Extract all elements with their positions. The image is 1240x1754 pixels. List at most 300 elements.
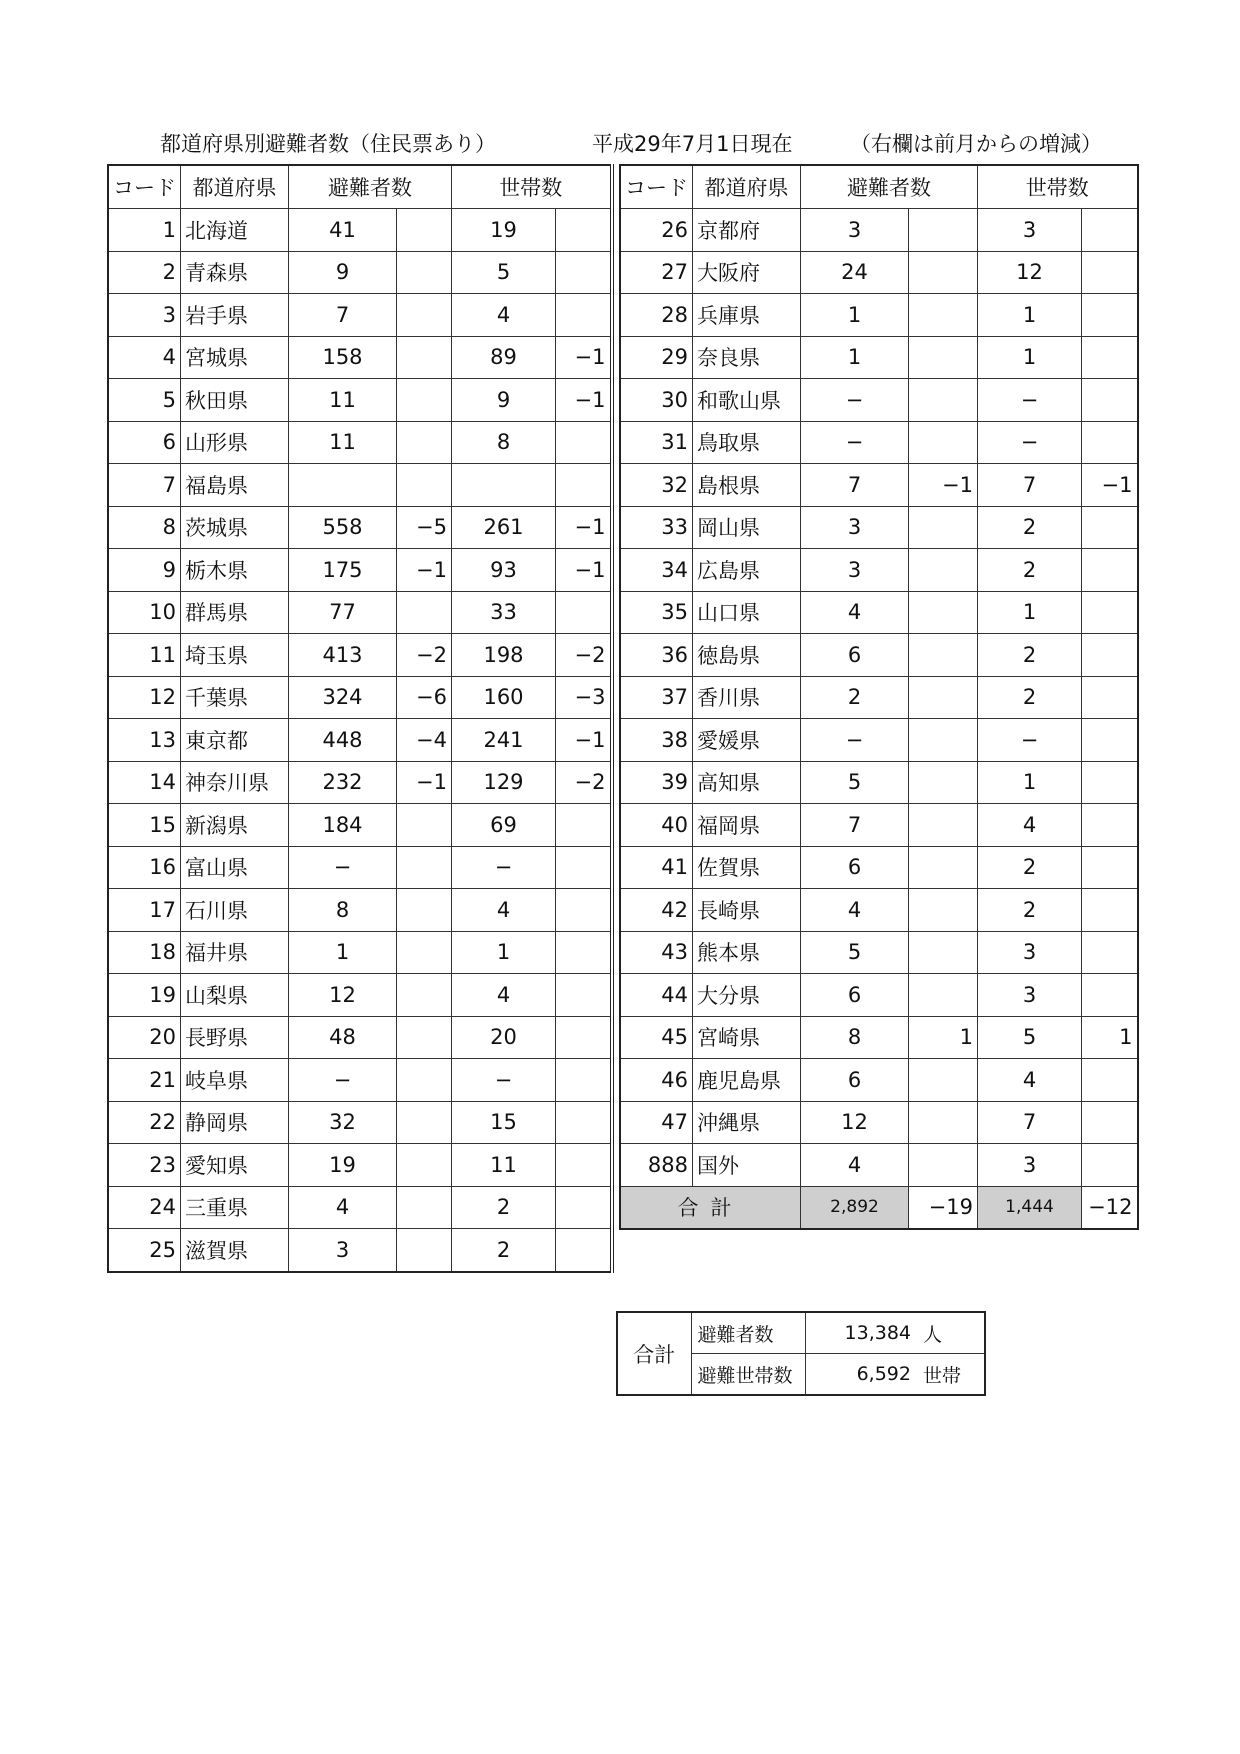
row-prefecture: 滋賀県 (181, 1229, 289, 1272)
row-code: 27 (620, 251, 693, 294)
row-households: 5 (452, 251, 556, 294)
row-prefecture: 埼玉県 (181, 634, 289, 677)
row-households (452, 464, 556, 507)
row-prefecture: 青森県 (181, 251, 289, 294)
row-households-change: −2 (556, 634, 612, 677)
table-title: 都道府県別避難者数（住民票あり） (160, 132, 496, 156)
row-households-change (556, 421, 612, 464)
row-households-change: −1 (556, 506, 612, 549)
row-evacuees: 3 (801, 209, 909, 252)
row-evacuees-change (909, 676, 978, 719)
table-row (620, 1059, 1138, 1102)
row-households: 15 (452, 1101, 556, 1144)
row-households-change (556, 209, 612, 252)
table-row (620, 591, 1138, 634)
row-prefecture: 長崎県 (693, 889, 801, 932)
row-households: 8 (452, 421, 556, 464)
row-code: 16 (108, 846, 181, 889)
row-households: 4 (452, 294, 556, 337)
row-evacuees-change (397, 1059, 452, 1102)
row-prefecture: 栃木県 (181, 549, 289, 592)
row-code: 25 (108, 1229, 181, 1272)
row-evacuees: 48 (289, 1016, 397, 1059)
row-households: 2 (978, 506, 1082, 549)
table-row (620, 1144, 1138, 1187)
table-row (620, 719, 1138, 762)
table-row (108, 889, 612, 932)
row-households: 2 (978, 676, 1082, 719)
row-evacuees-change: −5 (397, 506, 452, 549)
row-households-change (1082, 421, 1138, 464)
grand-total-summary (616, 1311, 986, 1396)
row-households-change (1082, 931, 1138, 974)
row-evacuees: 5 (801, 761, 909, 804)
row-households-change (556, 1101, 612, 1144)
row-evacuees-change: −1 (909, 464, 978, 507)
row-households: 20 (452, 1016, 556, 1059)
row-households: − (978, 379, 1082, 422)
row-households: − (452, 1059, 556, 1102)
row-households-change (1082, 719, 1138, 762)
row-evacuees: 2 (801, 676, 909, 719)
row-households-change (1082, 379, 1138, 422)
summary-households-label: 避難世帯数 (691, 1354, 805, 1396)
total-label: 合計 (620, 1186, 801, 1229)
row-households-change (1082, 294, 1138, 337)
row-evacuees: 1 (289, 931, 397, 974)
summary-evacuees-label: 避難者数 (691, 1312, 805, 1354)
row-prefecture: 佐賀県 (693, 846, 801, 889)
row-code: 40 (620, 804, 693, 847)
row-evacuees-change (397, 1016, 452, 1059)
row-households-change: −1 (556, 549, 612, 592)
row-households-change (556, 846, 612, 889)
row-code: 21 (108, 1059, 181, 1102)
row-evacuees-change (909, 719, 978, 762)
row-evacuees-change (397, 209, 452, 252)
summary-evacuees-value: 13,384 (805, 1312, 917, 1354)
row-evacuees-change: −6 (397, 676, 452, 719)
row-households-change: −2 (556, 761, 612, 804)
row-evacuees-change (397, 1144, 452, 1187)
row-code: 31 (620, 421, 693, 464)
row-prefecture: 北海道 (181, 209, 289, 252)
row-evacuees: 7 (289, 294, 397, 337)
table-row (108, 1016, 612, 1059)
row-code: 32 (620, 464, 693, 507)
row-code: 15 (108, 804, 181, 847)
header-prefecture: 都道府県 (693, 165, 801, 209)
row-code: 42 (620, 889, 693, 932)
row-code: 17 (108, 889, 181, 932)
row-evacuees-change (909, 591, 978, 634)
row-households-change (1082, 676, 1138, 719)
row-evacuees-change (909, 506, 978, 549)
table-row (620, 209, 1138, 252)
row-evacuees-change (397, 379, 452, 422)
row-prefecture: 新潟県 (181, 804, 289, 847)
row-evacuees-change (397, 251, 452, 294)
table-row (108, 549, 612, 592)
row-evacuees-change (397, 294, 452, 337)
row-evacuees: 11 (289, 379, 397, 422)
row-households-change (1082, 1144, 1138, 1187)
row-households-change (556, 294, 612, 337)
table-row (620, 889, 1138, 932)
row-households-change (556, 464, 612, 507)
row-code: 43 (620, 931, 693, 974)
row-evacuees: 558 (289, 506, 397, 549)
row-prefecture: 岐阜県 (181, 1059, 289, 1102)
row-households: 4 (978, 1059, 1082, 1102)
row-prefecture: 兵庫県 (693, 294, 801, 337)
row-prefecture: 愛媛県 (693, 719, 801, 762)
row-code: 41 (620, 846, 693, 889)
row-evacuees: 413 (289, 634, 397, 677)
row-prefecture: 和歌山県 (693, 379, 801, 422)
table-row (108, 634, 612, 677)
row-households: − (978, 421, 1082, 464)
row-households-change: −1 (556, 336, 612, 379)
row-households: 12 (978, 251, 1082, 294)
row-prefecture: 三重県 (181, 1186, 289, 1229)
row-households-change (1082, 506, 1138, 549)
as-of-date: 平成29年7月1日現在 (592, 132, 793, 156)
table-row (620, 506, 1138, 549)
row-code: 1 (108, 209, 181, 252)
table-row (108, 294, 612, 337)
row-evacuees-change: −2 (397, 634, 452, 677)
table-row (620, 294, 1138, 337)
total-households: 1,444 (978, 1186, 1082, 1229)
row-households: 1 (452, 931, 556, 974)
row-evacuees: 4 (801, 591, 909, 634)
row-households: 9 (452, 379, 556, 422)
row-prefecture: 大分県 (693, 974, 801, 1017)
row-households: 33 (452, 591, 556, 634)
row-evacuees: 6 (801, 846, 909, 889)
row-evacuees-change (397, 421, 452, 464)
row-evacuees: 448 (289, 719, 397, 762)
header-prefecture: 都道府県 (181, 165, 289, 209)
row-prefecture: 宮城県 (181, 336, 289, 379)
row-households-change (1082, 591, 1138, 634)
row-prefecture: 高知県 (693, 761, 801, 804)
table-row (108, 1229, 612, 1272)
table-row (620, 464, 1138, 507)
row-evacuees-change: −1 (397, 549, 452, 592)
row-households: 2 (978, 889, 1082, 932)
row-evacuees-change (397, 846, 452, 889)
table-row (108, 379, 612, 422)
row-households: − (978, 719, 1082, 762)
prefecture-table-right (619, 164, 1139, 1230)
row-evacuees: − (289, 1059, 397, 1102)
row-households-change (1082, 761, 1138, 804)
row-code: 12 (108, 676, 181, 719)
table-row (108, 209, 612, 252)
row-households: 69 (452, 804, 556, 847)
row-prefecture: 群馬県 (181, 591, 289, 634)
row-evacuees: 6 (801, 974, 909, 1017)
total-row (620, 1186, 1138, 1229)
row-households: 5 (978, 1016, 1082, 1059)
row-evacuees-change: −4 (397, 719, 452, 762)
row-prefecture: 山梨県 (181, 974, 289, 1017)
row-households-change (556, 1059, 612, 1102)
row-code: 26 (620, 209, 693, 252)
table-row (620, 1016, 1138, 1059)
row-prefecture: 福岡県 (693, 804, 801, 847)
row-code: 23 (108, 1144, 181, 1187)
row-prefecture: 東京都 (181, 719, 289, 762)
row-households-change: −1 (556, 379, 612, 422)
row-evacuees-change (909, 761, 978, 804)
table-row (108, 761, 612, 804)
row-households: 4 (452, 889, 556, 932)
row-prefecture: 宮崎県 (693, 1016, 801, 1059)
row-code: 3 (108, 294, 181, 337)
row-code: 44 (620, 974, 693, 1017)
row-evacuees: 1 (801, 294, 909, 337)
row-households: 241 (452, 719, 556, 762)
row-households: 160 (452, 676, 556, 719)
summary-households-value: 6,592 (805, 1354, 917, 1396)
row-code: 30 (620, 379, 693, 422)
row-households: 129 (452, 761, 556, 804)
row-evacuees: − (801, 719, 909, 762)
header-code: コード (620, 165, 693, 209)
row-evacuees-change (909, 294, 978, 337)
row-prefecture: 長野県 (181, 1016, 289, 1059)
row-evacuees-change (909, 804, 978, 847)
total-households-change: −12 (1082, 1186, 1138, 1229)
row-evacuees: 7 (801, 464, 909, 507)
row-code: 10 (108, 591, 181, 634)
row-households: 4 (452, 974, 556, 1017)
row-households-change (556, 931, 612, 974)
row-households: 1 (978, 294, 1082, 337)
row-prefecture: 島根県 (693, 464, 801, 507)
header-evacuees: 避難者数 (801, 165, 978, 209)
row-households-change: 1 (1082, 1016, 1138, 1059)
row-households: 19 (452, 209, 556, 252)
row-code: 19 (108, 974, 181, 1017)
row-households-change (556, 1186, 612, 1229)
row-households-change (556, 804, 612, 847)
row-prefecture: 神奈川県 (181, 761, 289, 804)
row-households-change (556, 1229, 612, 1272)
table-row (108, 1144, 612, 1187)
table-row (108, 676, 612, 719)
row-households-change (1082, 336, 1138, 379)
row-households-change: −1 (1082, 464, 1138, 507)
row-prefecture: 大阪府 (693, 251, 801, 294)
row-evacuees-change (909, 931, 978, 974)
row-evacuees: 324 (289, 676, 397, 719)
table-row (620, 379, 1138, 422)
row-evacuees-change (909, 336, 978, 379)
row-prefecture: 岡山県 (693, 506, 801, 549)
row-evacuees-change (909, 974, 978, 1017)
row-code: 2 (108, 251, 181, 294)
row-code: 45 (620, 1016, 693, 1059)
row-households: 3 (978, 209, 1082, 252)
row-code: 35 (620, 591, 693, 634)
row-code: 13 (108, 719, 181, 762)
row-evacuees-change (909, 889, 978, 932)
row-code: 46 (620, 1059, 693, 1102)
row-code: 6 (108, 421, 181, 464)
row-households: 2 (452, 1186, 556, 1229)
row-evacuees-change (909, 379, 978, 422)
row-households-change (1082, 634, 1138, 677)
row-evacuees: 3 (289, 1229, 397, 1272)
row-households: 89 (452, 336, 556, 379)
row-code: 28 (620, 294, 693, 337)
row-prefecture: 石川県 (181, 889, 289, 932)
table-row (620, 804, 1138, 847)
row-households: 7 (978, 464, 1082, 507)
row-code: 34 (620, 549, 693, 592)
row-households: 1 (978, 591, 1082, 634)
column-note: （右欄は前月からの増減） (850, 132, 1102, 156)
row-households: 2 (978, 634, 1082, 677)
row-evacuees-change (397, 1186, 452, 1229)
row-code: 18 (108, 931, 181, 974)
row-evacuees-change (909, 549, 978, 592)
table-header-row (108, 165, 612, 209)
row-prefecture: 鹿児島県 (693, 1059, 801, 1102)
table-row (620, 421, 1138, 464)
row-households-change (1082, 846, 1138, 889)
row-households-change (1082, 549, 1138, 592)
row-evacuees: 19 (289, 1144, 397, 1187)
row-code: 47 (620, 1101, 693, 1144)
row-code: 888 (620, 1144, 693, 1187)
row-evacuees: 24 (801, 251, 909, 294)
row-evacuees: 4 (801, 1144, 909, 1187)
row-evacuees: 8 (289, 889, 397, 932)
table-row (620, 336, 1138, 379)
row-evacuees-change (909, 846, 978, 889)
row-evacuees (289, 464, 397, 507)
row-evacuees: 12 (801, 1101, 909, 1144)
row-code: 22 (108, 1101, 181, 1144)
row-evacuees: 6 (801, 634, 909, 677)
row-evacuees-change (397, 1229, 452, 1272)
row-households-change (556, 1016, 612, 1059)
header-households: 世帯数 (978, 165, 1138, 209)
row-households: 198 (452, 634, 556, 677)
table-row (620, 634, 1138, 677)
row-evacuees-change (397, 931, 452, 974)
table-header-row (620, 165, 1138, 209)
row-evacuees: − (801, 421, 909, 464)
row-households: 3 (978, 931, 1082, 974)
row-households: 3 (978, 1144, 1082, 1187)
table-row (108, 1186, 612, 1229)
table-row (620, 676, 1138, 719)
row-evacuees-change (397, 889, 452, 932)
row-evacuees-change (909, 209, 978, 252)
row-prefecture: 秋田県 (181, 379, 289, 422)
row-evacuees-change (909, 1101, 978, 1144)
table-row (108, 506, 612, 549)
table-row (108, 591, 612, 634)
row-evacuees: 3 (801, 549, 909, 592)
row-households: 2 (978, 549, 1082, 592)
row-evacuees-change (397, 336, 452, 379)
row-households: 4 (978, 804, 1082, 847)
row-households-change (1082, 974, 1138, 1017)
row-prefecture: 山形県 (181, 421, 289, 464)
row-evacuees-change (909, 251, 978, 294)
row-households-change: −3 (556, 676, 612, 719)
row-prefecture: 香川県 (693, 676, 801, 719)
row-code: 8 (108, 506, 181, 549)
row-evacuees-change (909, 634, 978, 677)
row-evacuees-change (397, 804, 452, 847)
row-households: 1 (978, 761, 1082, 804)
row-evacuees: 12 (289, 974, 397, 1017)
row-households: 2 (452, 1229, 556, 1272)
row-evacuees: 11 (289, 421, 397, 464)
row-evacuees: 6 (801, 1059, 909, 1102)
table-row (108, 421, 612, 464)
table-row (620, 761, 1138, 804)
row-evacuees-change (909, 421, 978, 464)
table-row (108, 1101, 612, 1144)
header-households: 世帯数 (452, 165, 612, 209)
row-evacuees: 32 (289, 1101, 397, 1144)
prefecture-table-left (107, 164, 614, 1273)
row-prefecture: 福井県 (181, 931, 289, 974)
row-evacuees: 7 (801, 804, 909, 847)
row-evacuees: 4 (289, 1186, 397, 1229)
row-evacuees-change (397, 591, 452, 634)
table-row (108, 1059, 612, 1102)
row-evacuees: 175 (289, 549, 397, 592)
row-households: 261 (452, 506, 556, 549)
row-households-change (556, 974, 612, 1017)
row-prefecture: 茨城県 (181, 506, 289, 549)
row-code: 9 (108, 549, 181, 592)
row-households-change (556, 889, 612, 932)
row-evacuees: 158 (289, 336, 397, 379)
table-row (108, 336, 612, 379)
row-prefecture: 千葉県 (181, 676, 289, 719)
row-code: 24 (108, 1186, 181, 1229)
row-code: 20 (108, 1016, 181, 1059)
table-row (620, 846, 1138, 889)
row-evacuees: 77 (289, 591, 397, 634)
row-code: 7 (108, 464, 181, 507)
table-row (620, 549, 1138, 592)
table-row (108, 974, 612, 1017)
row-households-change (556, 591, 612, 634)
row-evacuees: − (801, 379, 909, 422)
row-code: 11 (108, 634, 181, 677)
table-row (108, 251, 612, 294)
table-row (620, 931, 1138, 974)
row-households: 2 (978, 846, 1082, 889)
row-households-change (1082, 889, 1138, 932)
row-evacuees: 232 (289, 761, 397, 804)
row-evacuees-change (397, 974, 452, 1017)
row-prefecture: 愛知県 (181, 1144, 289, 1187)
row-prefecture: 福島県 (181, 464, 289, 507)
